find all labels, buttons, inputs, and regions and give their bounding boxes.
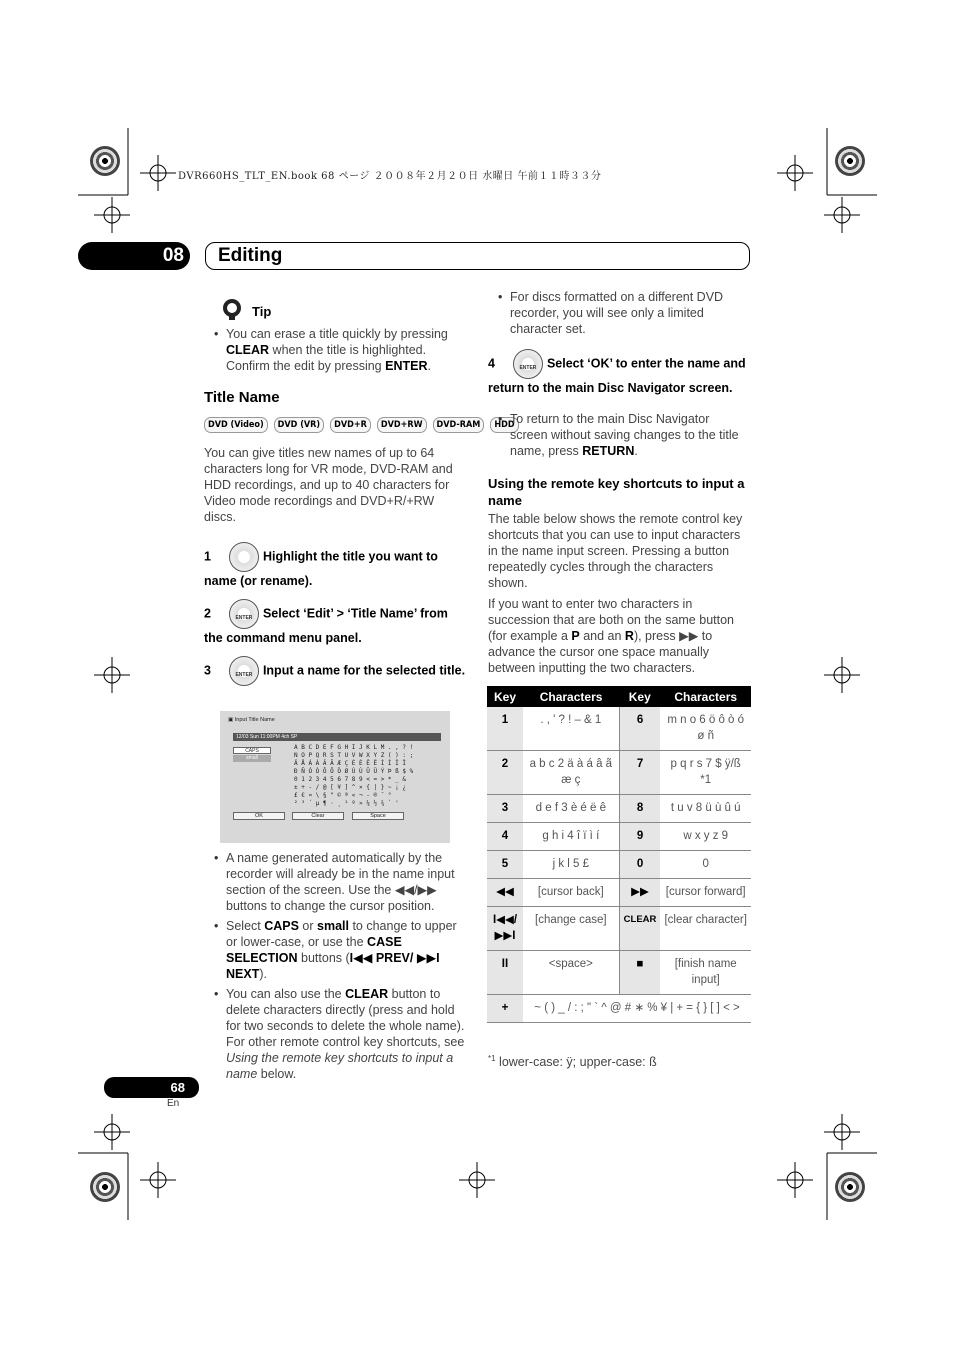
bullet-auto-name: • A name generated automatically by the recorder will already be in the name input section of the screen. Use the ◀◀/▶▶ buttons to change the cursor position. xyxy=(204,850,466,914)
table-row xyxy=(487,707,751,751)
step-3 xyxy=(204,656,466,686)
key-cell: ◀◀ xyxy=(487,879,523,907)
bullet-limited-charset: • For discs formatted on a different DVD recorder, you will see only a limited character set. xyxy=(488,289,750,337)
chars-cell: w x y z 9 xyxy=(660,823,751,851)
key-case-selection: CASE SELECTION xyxy=(226,935,402,965)
chars-cell: [cursor forward] xyxy=(660,879,751,907)
key-cell: 2 xyxy=(487,751,523,795)
step-number: 3 xyxy=(204,663,211,678)
key-cell: 9 xyxy=(619,823,660,851)
lightbulb-icon xyxy=(219,296,245,322)
step-number: 4 xyxy=(488,356,495,371)
chars-cell: [clear character] xyxy=(660,907,751,951)
key-cell: 3 xyxy=(487,795,523,823)
key-caps: CAPS xyxy=(264,919,299,933)
table-row xyxy=(487,851,751,879)
tip-bullet xyxy=(204,326,466,374)
cross-reference: Using the remote key shortcuts to input a name xyxy=(226,1051,454,1081)
section-heading-title-name: Title Name xyxy=(204,389,280,406)
step-number: 2 xyxy=(204,606,211,621)
chars-cell: a b c 2 ä à á â ã æ ç xyxy=(523,751,619,795)
small-option: small xyxy=(233,755,271,762)
chars-cell: . , ' ? ! – & 1 xyxy=(523,707,619,751)
bullet-case xyxy=(204,918,466,982)
remote-enter-icon xyxy=(513,349,543,379)
text: . xyxy=(634,444,638,458)
text: ). xyxy=(259,967,267,981)
book-header: DVR660HS_TLT_EN.book 68 ページ ２００８年２月２０日 水曜日 午前１１時３３分 xyxy=(178,171,602,182)
key-return: RETURN xyxy=(582,444,635,458)
table-header: Characters xyxy=(660,686,751,707)
chars-cell: 0 xyxy=(660,851,751,879)
chars-cell: <space> xyxy=(523,951,619,995)
text: below. xyxy=(257,1067,297,1081)
chapter-title: Editing xyxy=(218,245,283,266)
key-cell: CLEAR xyxy=(619,907,660,951)
text: / xyxy=(409,951,417,965)
chars-cell: [change case] xyxy=(523,907,619,951)
key-cell: II xyxy=(487,951,523,995)
text: and an xyxy=(579,629,625,643)
page-language: En xyxy=(167,1098,180,1109)
table-header: Key xyxy=(487,686,523,707)
step-text: Highlight the title you want to name (or rename). xyxy=(204,549,438,588)
tip-text-2: when the title is highlighted. Confirm the edit by pressing xyxy=(226,343,427,373)
disc-badge: DVD-RAM xyxy=(433,417,485,433)
key-cell: 1 xyxy=(487,707,523,751)
input-title-name-screen xyxy=(220,711,450,843)
key-small: small xyxy=(317,919,349,933)
table-row xyxy=(487,879,751,907)
screen-title: ▣ Input Title Name xyxy=(228,717,275,723)
disc-badge: DVD (VR) xyxy=(274,417,324,433)
table-header-row xyxy=(487,686,751,707)
enter-icon-label: ENTER xyxy=(519,365,537,371)
caps-option: CAPS xyxy=(233,747,271,754)
text: button to delete characters directly (press and hold for two seconds to delete the whole name). For other remote control key shortcuts, see xyxy=(226,987,465,1049)
step-text: Select ‘Edit’ > ‘Title Name’ from the command menu panel. xyxy=(204,606,448,645)
table-row xyxy=(487,751,751,795)
key-cell: 5 xyxy=(487,851,523,879)
character-grid: A B C D E F G H I J K L M . , ? ! N O P Q R S T U V W X Y Z ( ) : ; Ä Å Á À Â Ã Æ Ç É È Ê Ë Í Ì Î Ï Ð Ñ Ó Ò Ô Õ Ö Ø Ú Ù Û Ü Ý Þ ß $ % 0 1 2 3 4 5 6 7 8 9 < = > * _ & ± + - / @ [ ¥ ] ^ × { | } ~ ¡ ¿ £ € ¤ \ § " © ª « ¬ - ® ¯ ° ² ³ ´ µ ¶ · ¸ ¹ º » ¼ ½ ¾ ` ' xyxy=(294,744,414,807)
tip-key-clear: CLEAR xyxy=(226,343,270,357)
step-4 xyxy=(488,349,750,397)
text: Select xyxy=(226,919,265,933)
left-bullets xyxy=(204,850,466,1082)
remote-enter-icon xyxy=(229,599,259,629)
text: to change to upper or lower-case, or use the xyxy=(226,919,457,949)
shortcuts-para-2 xyxy=(488,596,750,676)
step-1 xyxy=(204,542,466,590)
key-p: P xyxy=(571,629,580,643)
key-cell: 8 xyxy=(619,795,660,823)
disc-badge: DVD (Video) xyxy=(204,417,268,433)
table-row xyxy=(487,795,751,823)
chars-cell: p q r s 7 $ ÿ/ß *1 xyxy=(660,751,751,795)
table-row xyxy=(487,995,751,1023)
shortcuts-para-1: The table below shows the remote control key shortcuts that you can use to input characters in the name input screen. Pressing a button repeatedly cycles through the characters shown. xyxy=(488,512,743,590)
footnote-text: lower-case: ÿ; upper-case: ß xyxy=(499,1055,657,1070)
table-row xyxy=(487,823,751,851)
key-cell: I◀◀/ ▶▶I xyxy=(487,907,523,951)
disc-compatibility-badges xyxy=(204,417,519,433)
chars-cell: [cursor back] xyxy=(523,879,619,907)
bullet-clear xyxy=(204,986,466,1082)
space-button: Space xyxy=(352,812,404,820)
disc-badge: DVD+R xyxy=(330,417,371,433)
key-cell: + xyxy=(487,995,523,1023)
table-header: Key xyxy=(619,686,660,707)
clear-button: Clear xyxy=(292,812,344,820)
text: If you want to enter two characters in succession that are both on the same button (for example a xyxy=(488,597,734,643)
title-name-intro: You can give titles new names of up to 64 characters long for VR mode, DVD-RAM and HDD recordings, and up to 40 characters for Video mode recordings and DVD+R/+RW discs. xyxy=(204,446,453,524)
disc-badge: HDD xyxy=(490,417,518,433)
step-2 xyxy=(204,599,466,647)
chapter-number-badge: 08 xyxy=(78,242,190,270)
tip-label: Tip xyxy=(252,304,272,319)
enter-icon-label: ENTER xyxy=(235,615,253,621)
key-next: ▶▶I NEXT xyxy=(226,951,440,981)
tip-text-end: . xyxy=(427,359,431,373)
key-cell: 4 xyxy=(487,823,523,851)
footnote-mark: *1 xyxy=(488,1054,496,1063)
return-bullet xyxy=(488,411,750,459)
chars-cell: [finish name input] xyxy=(660,951,751,995)
right-top-bullet xyxy=(488,289,750,337)
text: ), press ▶▶ to advance the cursor one space manually between inputting the two characters. xyxy=(488,629,713,675)
key-cell: ■ xyxy=(619,951,660,995)
chars-cell: g h i 4 î ï ì í xyxy=(523,823,619,851)
chars-cell: m n o 6 ö ô ò ó ø ñ xyxy=(660,707,751,751)
key-cell: 6 xyxy=(619,707,660,751)
tip-key-enter: ENTER xyxy=(385,359,428,373)
ok-button: OK xyxy=(233,812,285,820)
screen-title-text: Input Title Name xyxy=(234,717,275,723)
text: You can also use the xyxy=(226,987,346,1001)
text: buttons ( xyxy=(297,951,350,965)
key-prev: I◀◀ PREV xyxy=(349,951,410,965)
chars-cell: ~ ( ) _ / : ; " ` ^ @ # ∗ % ¥ | + = { } [ ] < > xyxy=(523,995,751,1023)
page-number-badge: 68 xyxy=(104,1077,199,1098)
table-row xyxy=(487,951,751,995)
disc-badge: DVD+RW xyxy=(377,417,427,433)
chapter-title-bar xyxy=(205,242,750,270)
chars-cell: t u v 8 ü ù û ú xyxy=(660,795,751,823)
key-cell: 0 xyxy=(619,851,660,879)
text: To return to the main Disc Navigator screen without saving changes to the title name, press xyxy=(510,412,739,458)
tip-text: You can erase a title quickly by pressing xyxy=(226,327,448,341)
step-number: 1 xyxy=(204,549,211,564)
text: or xyxy=(298,919,318,933)
key-cell: 7 xyxy=(619,751,660,795)
key-cell: ▶▶ xyxy=(619,879,660,907)
enter-icon-label: ENTER xyxy=(235,672,253,678)
remote-arrow-pad-icon xyxy=(229,542,259,572)
chars-cell: j k l 5 £ xyxy=(523,851,619,879)
table-row xyxy=(487,907,751,951)
screen-info-bar: 12/03 Sun 11:00PM 4ch SP xyxy=(233,733,441,741)
section-heading-shortcuts: Using the remote key shortcuts to input a name xyxy=(488,476,745,508)
key-clear: CLEAR xyxy=(345,987,389,1001)
key-shortcut-table xyxy=(487,686,751,1023)
remote-enter-icon xyxy=(229,656,259,686)
key-r: R xyxy=(624,629,634,643)
step-text: Input a name for the selected title. xyxy=(262,663,466,678)
step-text: Select ‘OK’ to enter the name and return to the main Disc Navigator screen. xyxy=(488,356,746,395)
footnote xyxy=(488,1054,657,1069)
chars-cell: d e f 3 è é ë ê xyxy=(523,795,619,823)
table-header: Characters xyxy=(523,686,619,707)
